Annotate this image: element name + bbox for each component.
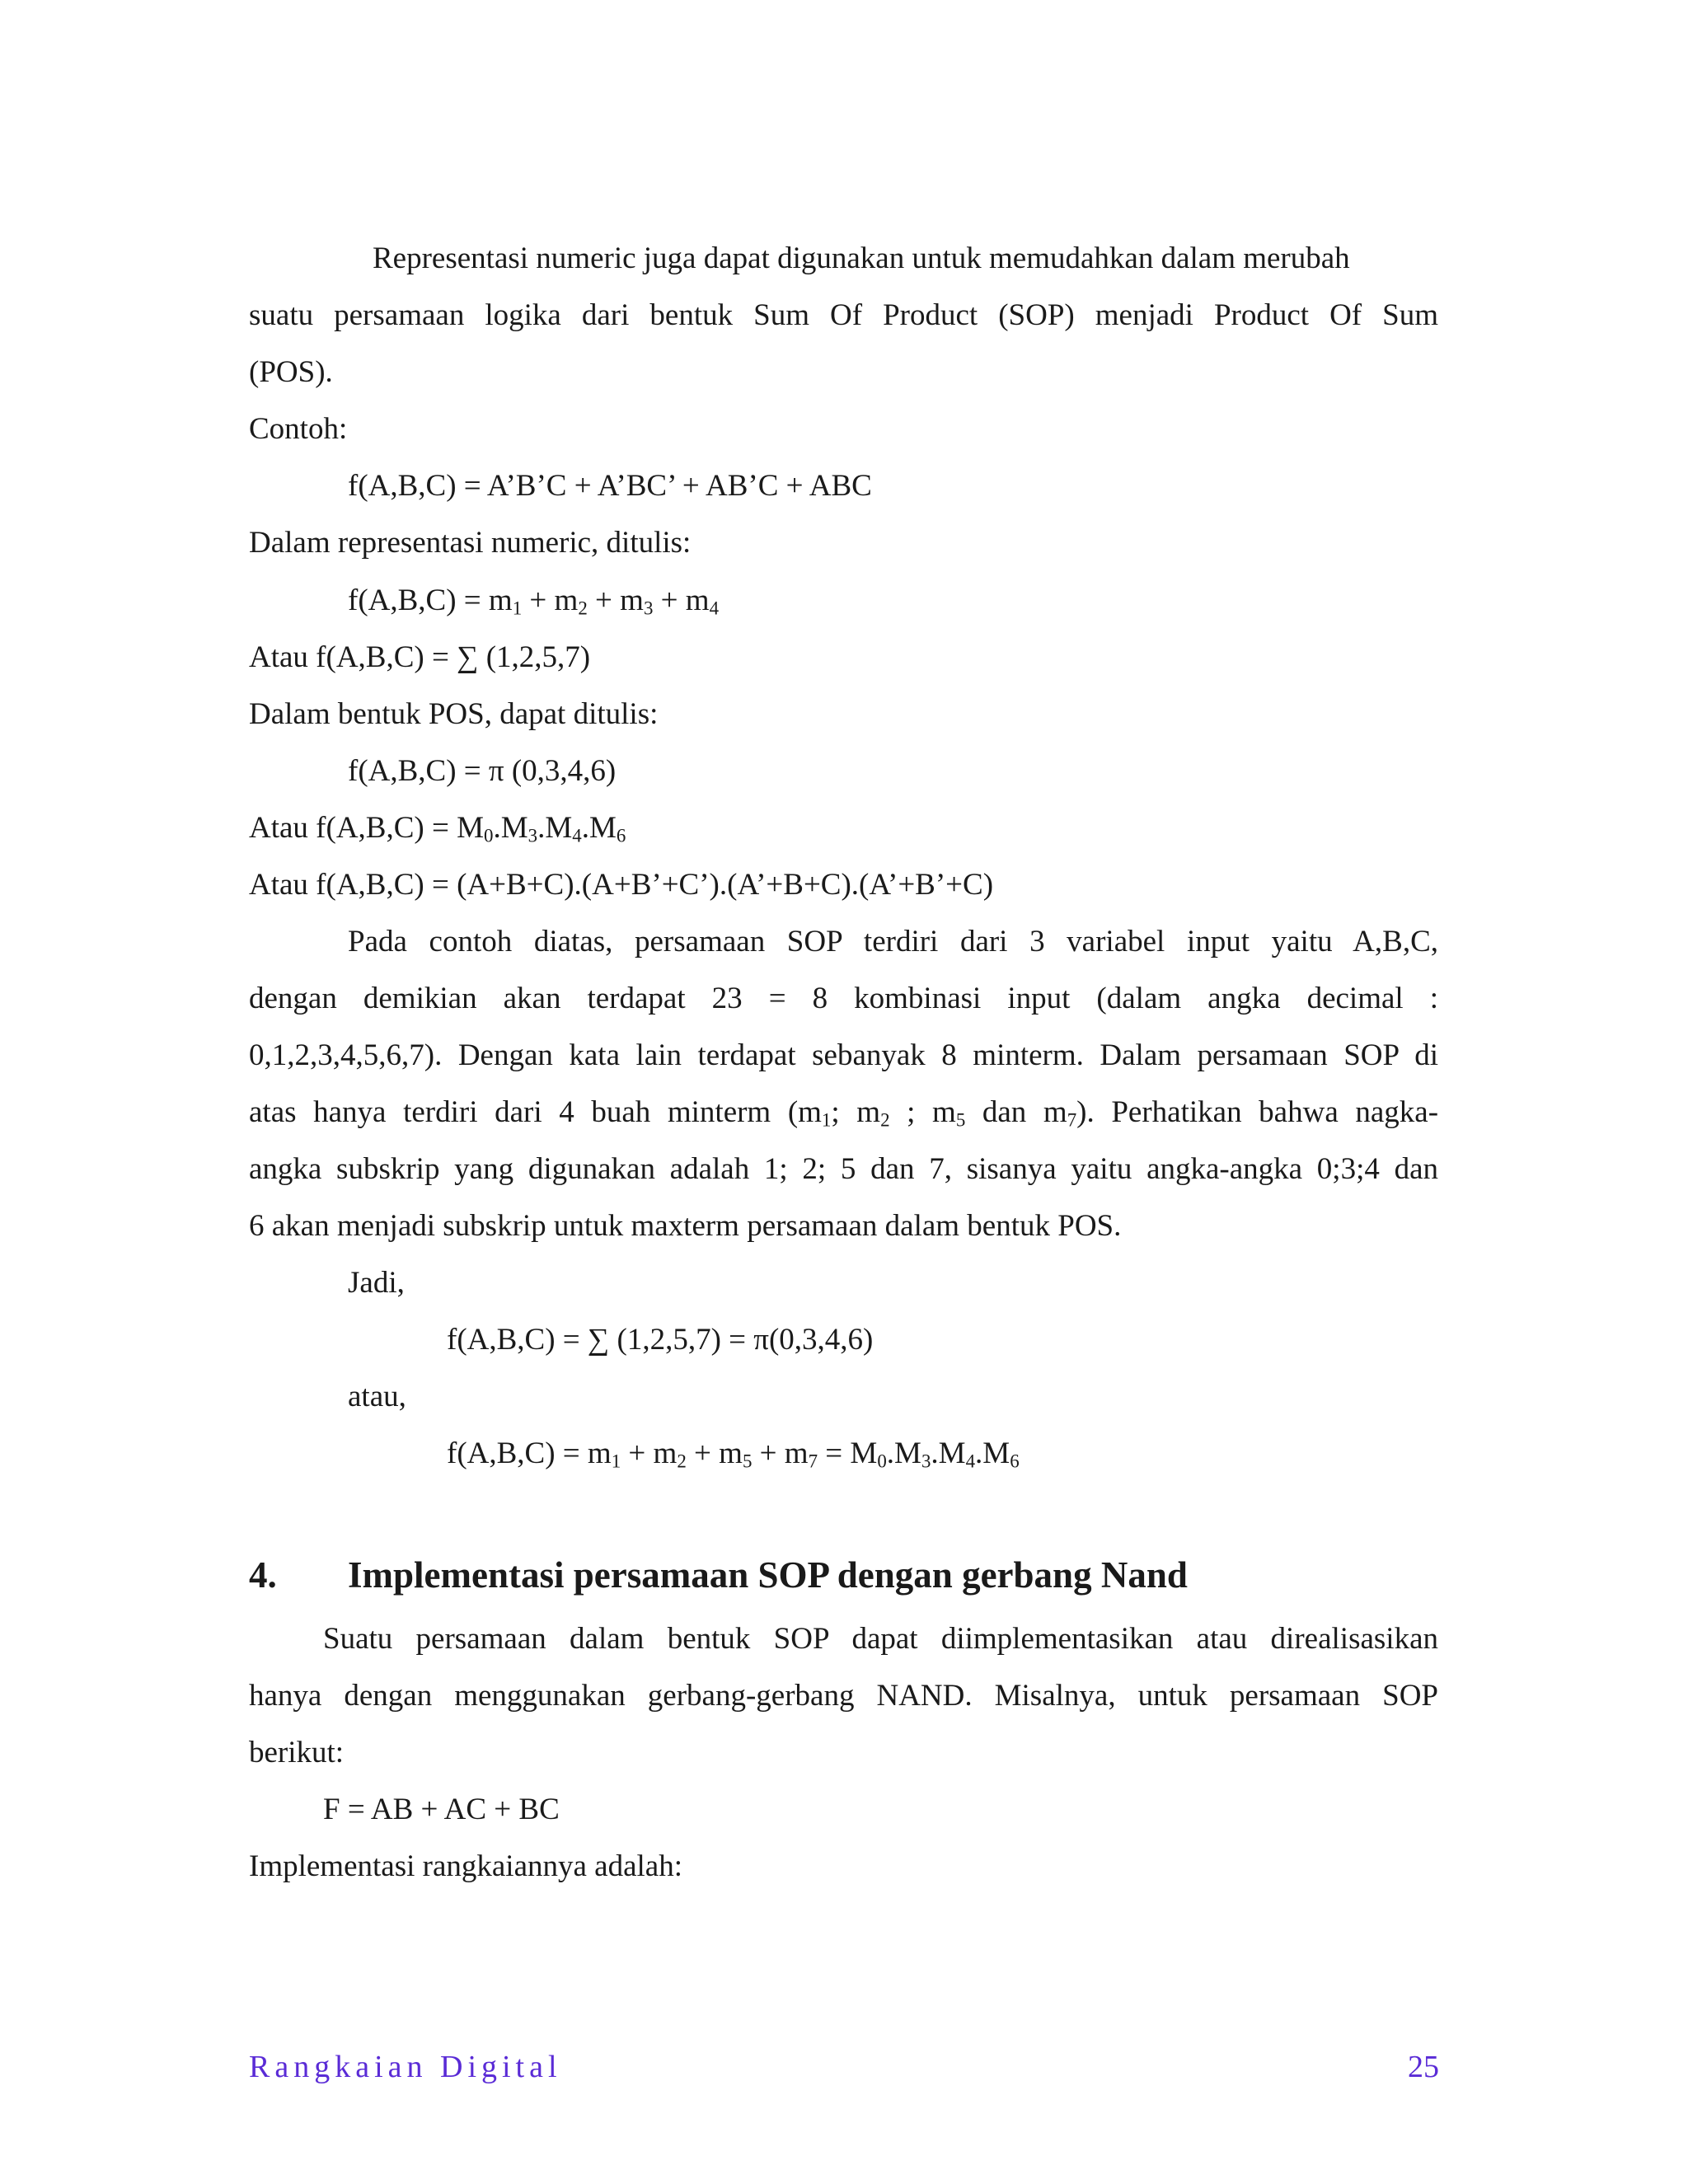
intro-line-2: suatu persamaan logika dari bentuk Sum Of Product (SOP) menjadi Product Of Sum: [249, 298, 1438, 332]
equation-sop: f(A,B,C) = A’B’C + A’BC’ + AB’C + ABC: [348, 469, 872, 503]
contoh-label: Contoh:: [249, 412, 348, 446]
explanation-line-4: atas hanya terdiri dari 4 buah minterm ($m_1$; $m_2$ ; $m_5$ dan $m_7$). Perhatikan bahwa nagka-: [249, 1095, 1439, 1131]
equation-sigma-pi: f(A,B,C) = ∑ (1,2,5,7) = π(0,3,4,6): [447, 1323, 874, 1357]
jadi-label: Jadi,: [348, 1266, 405, 1300]
numeric-representation-label: Dalam representasi numeric, ditulis:: [249, 526, 692, 560]
implementation-label: Implementasi rangkaiannya adalah:: [249, 1849, 683, 1883]
equation-pos: Atau f(A,B,C) = (A+B+C).(A+B’+C’).(A’+B+C).(A’+B’+C): [249, 868, 994, 902]
equation-minterm-sum: $f(A,B,C) = m_1 + m_2 + m_3 + m_4$: [348, 583, 720, 619]
pos-form-label: Dalam bentuk POS, dapat ditulis:: [249, 697, 659, 731]
explanation-line-3: 0,1,2,3,4,5,6,7). Dengan kata lain terdapat sebanyak 8 minterm. Dalam persamaan SOP di: [249, 1038, 1438, 1072]
section-para-line-1: Suatu persamaan dalam bentuk SOP dapat diimplementasikan atau direalisasikan: [323, 1622, 1438, 1656]
equation-sigma: Atau f(A,B,C) = ∑ (1,2,5,7): [249, 640, 591, 674]
section-para-line-2: hanya dengan menggunakan gerbang-gerbang NAND. Misalnya, untuk persamaan SOP: [249, 1679, 1438, 1713]
page-number: 25: [1408, 2050, 1439, 2084]
section-title: Implementasi persamaan SOP dengan gerbang Nand: [348, 1554, 1188, 1596]
section-para-line-3: berikut:: [249, 1736, 345, 1769]
equation-minterm-maxterm: $f(A,B,C) = m_1 + m_2 + m_5 + m_7 = M_0.M_3.M_4.M_6$: [447, 1436, 1020, 1472]
explanation-line-2: dengan demikian akan terdapat 23 = 8 kombinasi input (dalam angka decimal :: [249, 982, 1438, 1015]
equation-pi: f(A,B,C) = π (0,3,4,6): [348, 754, 617, 788]
equation-f: F = AB + AC + BC: [323, 1793, 560, 1826]
intro-line-1: Representasi numeric juga dapat digunakan untuk memudahkan dalam merubah: [373, 241, 1350, 275]
section-number: 4.: [249, 1554, 277, 1596]
intro-line-3: (POS).: [249, 355, 333, 389]
footer-title: Rangkaian Digital: [249, 2050, 562, 2084]
equation-maxterm-product: Atau $f(A,B,C) = M_0.M_3.M_4.M_6$: [249, 811, 626, 846]
atau-label: atau,: [348, 1380, 406, 1413]
explanation-line-5: angka subskrip yang digunakan adalah 1; 2; 5 dan 7, sisanya yaitu angka-angka 0;3;4 dan: [249, 1152, 1438, 1186]
explanation-line-1: Pada contoh diatas, persamaan SOP terdiri dari 3 variabel input yaitu A,B,C,: [348, 925, 1438, 958]
explanation-line-6: 6 akan menjadi subskrip untuk maxterm persamaan dalam bentuk POS.: [249, 1209, 1122, 1243]
